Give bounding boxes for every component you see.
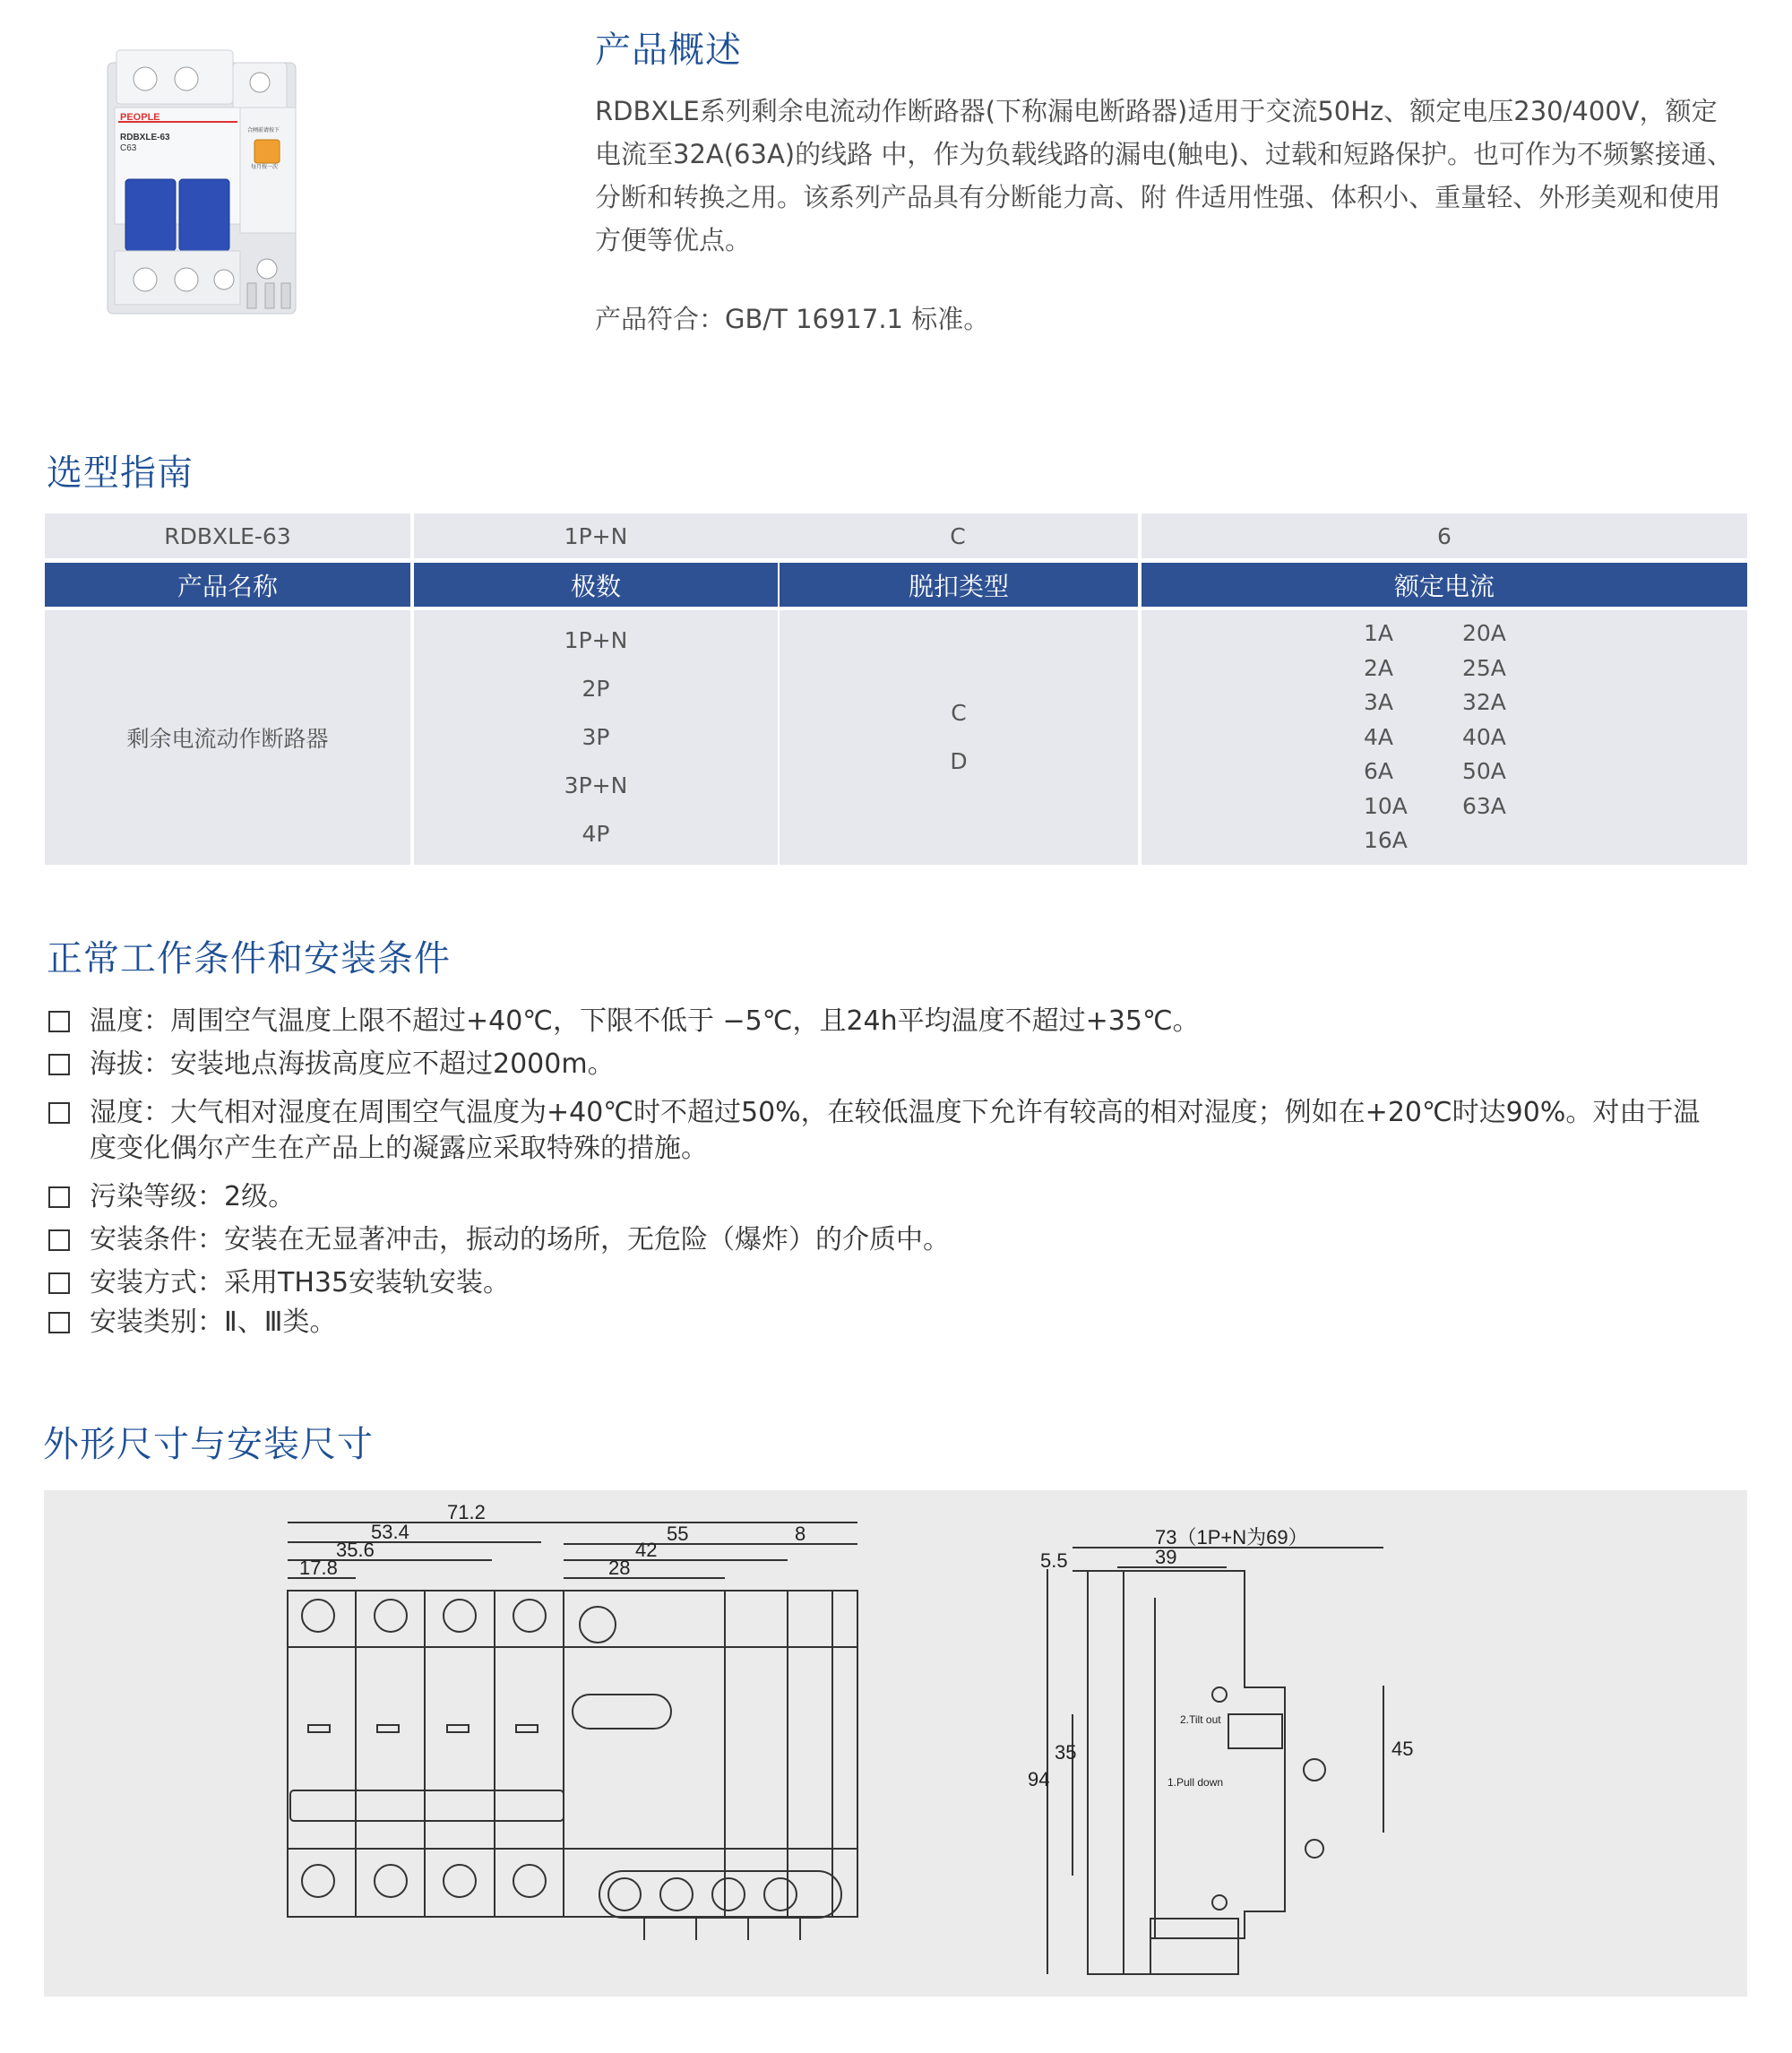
- header-rated-current: 额定电流: [1142, 563, 1747, 607]
- current-option: 6A: [1364, 758, 1394, 785]
- annotation-label: 1.Pull down: [1167, 1776, 1224, 1789]
- checkbox-icon: [48, 1312, 70, 1333]
- condition-item: [47, 1095, 1749, 1167]
- dim-label: 45: [1391, 1738, 1414, 1760]
- dim-label: 8: [795, 1522, 806, 1545]
- model-text: RDBXLE-63: [120, 133, 170, 142]
- current-option: 4A: [1364, 723, 1394, 750]
- header-trip-type: 脱扣类型: [780, 563, 1138, 607]
- current-option: 1A: [1364, 620, 1394, 647]
- current-option: 32A: [1462, 689, 1506, 716]
- checkbox-icon: [48, 1272, 70, 1294]
- selection-title: 选型指南: [47, 453, 194, 494]
- model-cell-name: RDBXLE-63: [45, 513, 410, 558]
- trip-option: C: [951, 700, 967, 726]
- rated-current-cell: [1142, 610, 1747, 865]
- side-outline: [1088, 1571, 1285, 1974]
- pole-option: 3P+N: [564, 772, 628, 798]
- pole-option: 1P+N: [564, 627, 628, 653]
- model-cell-trip: C: [778, 513, 1138, 558]
- selection-table: [45, 513, 1747, 865]
- current-option: 63A: [1462, 792, 1506, 819]
- condition-text: 污染等级：2级。: [90, 1181, 296, 1212]
- condition-text: 安装方式：采用TH35安装轨安装。: [90, 1267, 511, 1298]
- current-option: 20A: [1462, 620, 1506, 647]
- overview-title: 产品概述: [595, 30, 742, 71]
- dim-label: 28: [608, 1557, 631, 1579]
- condition-text: 安装类别：Ⅱ、Ⅲ类。: [90, 1307, 337, 1338]
- current-option: 3A: [1364, 689, 1394, 716]
- header-poles: 极数: [414, 563, 778, 607]
- condition-text: 海拔：安装地点海拔高度应不超过2000m。: [90, 1048, 615, 1080]
- dimension-drawings: [44, 1490, 1747, 1997]
- checkbox-icon: [48, 1102, 70, 1124]
- test-note-text: 每月按一次: [251, 164, 279, 170]
- conditions-title: 正常工作条件和安装条件: [47, 938, 451, 979]
- dim-label: 71.2: [447, 1501, 486, 1523]
- condition-item: [47, 1305, 1749, 1341]
- condition-item: [47, 1265, 1749, 1301]
- dim-label: 39: [1155, 1546, 1177, 1568]
- dim-label: 42: [635, 1539, 658, 1561]
- checkbox-icon: [48, 1054, 70, 1075]
- overview-standard: 产品符合：GB/T 16917.1 标准。: [595, 304, 990, 334]
- condition-item: [47, 1004, 1749, 1039]
- annotation-label: 2.Tilt out: [1180, 1713, 1221, 1726]
- product-name-cell: 剩余电流动作断路器: [45, 610, 410, 865]
- dim-label: 73（1P+N为69）: [1155, 1526, 1308, 1548]
- model-cell-current: 6: [1142, 513, 1747, 558]
- condition-item: [47, 1222, 1749, 1258]
- pole-option: 2P: [582, 676, 610, 702]
- dim-label: 94: [1028, 1768, 1050, 1790]
- checkbox-icon: [48, 1229, 70, 1251]
- notice-text: 合闸前请按下: [247, 127, 280, 134]
- header-product-name: 产品名称: [45, 563, 410, 607]
- dim-label: 17.8: [299, 1557, 338, 1579]
- trip-type-cell: [780, 610, 1138, 865]
- current-option: 50A: [1462, 758, 1506, 785]
- condition-item: [47, 1047, 1749, 1083]
- front-outline: [288, 1591, 857, 1917]
- conditions-list: [47, 1004, 1749, 1341]
- rating-text: C63: [120, 143, 137, 153]
- dim-label: 55: [667, 1522, 689, 1545]
- current-option: 10A: [1364, 792, 1408, 819]
- dim-label: 5.5: [1040, 1549, 1068, 1572]
- model-cell-poles: 1P+N: [414, 513, 778, 558]
- current-option: 40A: [1462, 723, 1506, 750]
- dim-label: 35.6: [336, 1539, 375, 1561]
- condition-text: 安装条件：安装在无显著冲击，振动的场所，无危险（爆炸）的介质中。: [90, 1224, 950, 1255]
- product-image: [90, 45, 323, 323]
- condition-text: 温度：周围空气温度上限不超过+40℃，下限不低于 −5℃，且24h平均温度不超过+35℃。: [90, 1005, 1200, 1037]
- dimensions-panel: [44, 1490, 1747, 1997]
- current-option: 2A: [1364, 654, 1394, 681]
- dimensions-title: 外形尺寸与安装尺寸: [43, 1424, 374, 1465]
- dim-label: 53.4: [371, 1521, 409, 1543]
- condition-item: [47, 1179, 1749, 1215]
- overview-text: RDBXLE系列剩余电流动作断路器(下称漏电断路器)适用于交流50Hz、额定电压230/400V，额定电流至32A(63A)的线路 中，作为负载线路的漏电(触电)、过载和短路保护。也可作为不频繁接通、分断和转换之用。该系列产品具有分断能力高、附 件适用性强、体积小、重量轻、外形美观和使用方便等优点。: [595, 96, 1733, 255]
- pole-option: 3P: [582, 724, 610, 750]
- condition-text: 湿度：大气相对湿度在周围空气温度为+40℃时不超过50%，在较低温度下允许有较高的相对湿度；例如在+20℃时达90%。对由于温度变化偶尔产生在产品上的凝露应采取特殊的措施。: [90, 1097, 1701, 1164]
- poles-cell: [414, 610, 778, 865]
- brand-text: PEOPLE: [120, 112, 160, 123]
- checkbox-icon: [48, 1186, 70, 1208]
- checkbox-icon: [48, 1011, 70, 1032]
- current-option: 25A: [1462, 654, 1506, 681]
- pole-option: 4P: [582, 821, 610, 847]
- current-option: 16A: [1364, 827, 1408, 854]
- dim-label: 35: [1055, 1741, 1077, 1764]
- trip-option: D: [950, 748, 968, 774]
